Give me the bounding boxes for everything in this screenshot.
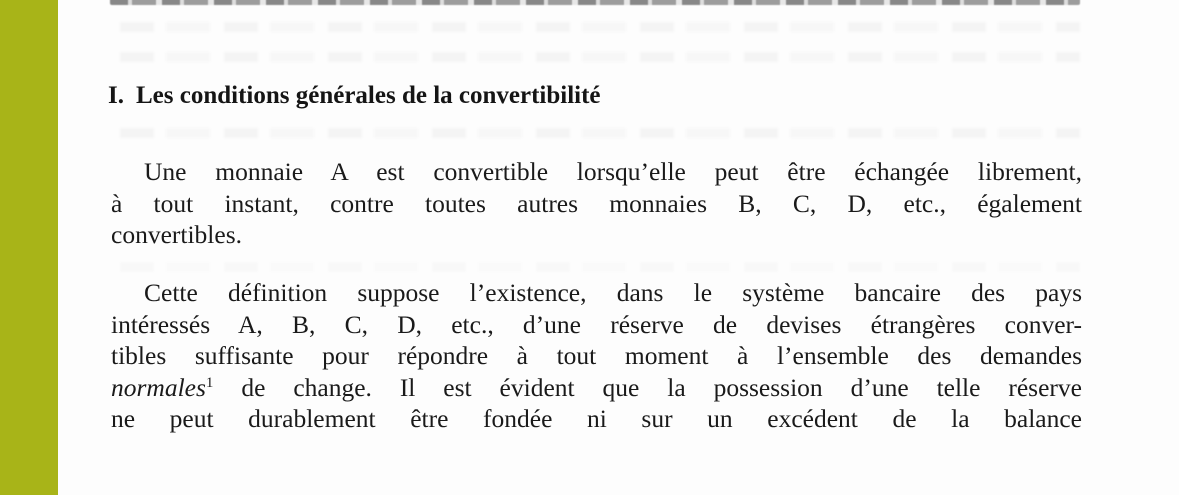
section-heading [108, 82, 601, 110]
margin-color-bar [0, 0, 58, 495]
paragraph-line-text: de change. Il est évident que la possession d’une telle réserve [213, 372, 1082, 402]
paragraph-1 [111, 156, 1082, 251]
footnote-reference[interactable]: 1 [205, 374, 214, 391]
section-title: Les conditions générales de la convertibilité [135, 82, 601, 109]
paragraph-line: ne peut durablement être fondée ni sur un excédent de la balance [111, 404, 1082, 433]
paragraph-line: tibles suffisante pour répondre à tout moment à l’ensemble des demandes [111, 341, 1082, 370]
paragraph-2 [111, 277, 1082, 435]
section-number: I. [108, 82, 124, 109]
show-through-text [120, 262, 1080, 272]
show-through-text [120, 22, 1080, 32]
paragraph-line: convertibles. [111, 220, 242, 249]
show-through-text [120, 128, 1080, 138]
paragraph-line [111, 372, 1082, 404]
cut-off-text-line [110, 0, 1080, 5]
paragraph-line: Une monnaie A est convertible lorsqu’elle peut être échangée librement, [144, 157, 1082, 186]
italic-term: normales [111, 372, 206, 402]
paragraph-line: Cette définition suppose l’existence, dans le système bancaire des pays [144, 278, 1082, 307]
paragraph-line: intéressés A, B, C, D, etc., d’une réserve de devises étrangères conver- [111, 309, 1082, 339]
paragraph-line: à tout instant, contre toutes autres monnaies B, C, D, etc., également [111, 188, 1082, 218]
show-through-text [120, 52, 1080, 62]
